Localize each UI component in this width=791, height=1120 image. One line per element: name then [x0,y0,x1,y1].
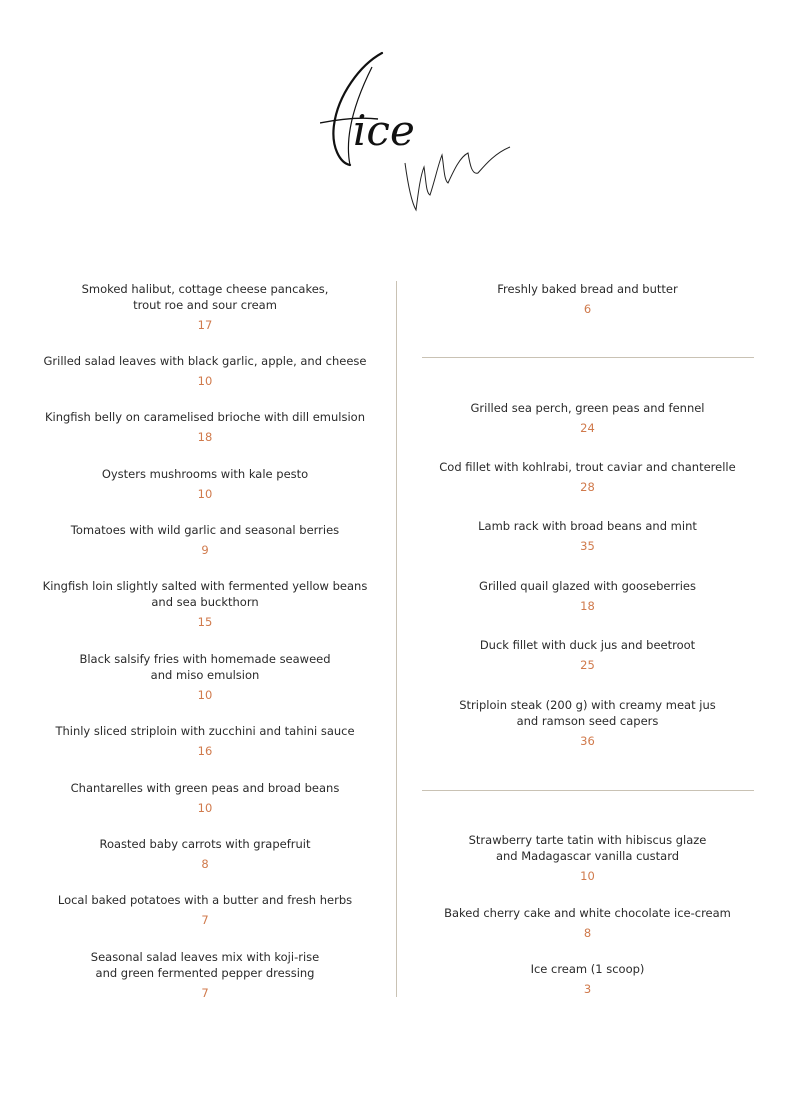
menu-item [20,780,390,816]
menu-item-price: 8 [201,857,209,871]
menu-item-price: 7 [201,986,209,1000]
menu-item [20,836,390,872]
menu-item-price: 8 [583,926,592,940]
section-divider-1 [422,357,754,358]
logo-wordmark: ice [353,106,415,155]
menu-item-name: Black salsify fries with homemade seaweed and miso emulsion [79,652,331,682]
menu-item-name: Local baked potatoes with a butter and fresh herbs [57,893,353,907]
menu-item [400,905,775,941]
menu-item [20,281,390,333]
logo-svg [320,45,520,220]
menu-item-name: Grilled sea perch, green peas and fennel [470,401,705,415]
menu-item-name: Strawberry tarte tatin with hibiscus glaze and Madagascar vanilla custard [468,833,707,863]
menu-item [20,578,390,630]
menu-item [400,518,775,554]
menu-item-name: Chantarelles with green peas and broad beans [70,781,340,795]
menu-item-price: 35 [580,539,595,553]
menu-item-price: 3 [583,982,592,996]
menu-item-price: 25 [580,658,595,672]
menu-item-price: 10 [580,869,595,883]
menu-item [20,892,390,928]
menu-item-name: Oysters mushrooms with kale pesto [101,467,309,481]
menu-item-price: 6 [583,302,592,316]
menu-item-price: 10 [197,487,213,501]
menu-item-name: Duck fillet with duck jus and beetroot [479,638,696,652]
menu-item-name: Kingfish loin slightly salted with fermented yellow beans and sea buckthorn [42,579,368,609]
menu-item [20,522,390,558]
menu-item-name: Ice cream (1 scoop) [530,962,645,976]
menu-item-name: Smoked halibut, cottage cheese pancakes, trout roe and sour cream [81,282,329,312]
menu-item-price: 28 [580,480,595,494]
menu-item-price: 10 [197,374,213,388]
menu-item [400,832,775,884]
menu-item [400,400,775,436]
menu-item [400,459,775,495]
menu-item-name: Grilled salad leaves with black garlic, apple, and cheese [43,354,367,368]
menu-item [20,409,390,445]
menu-item-name: Seasonal salad leaves mix with koji-rise and green fermented pepper dressing [90,950,320,980]
menu-item [20,466,390,502]
menu-item-price: 10 [197,801,213,815]
menu-item-name: Grilled quail glazed with gooseberries [479,579,696,593]
menu-item-name: Lamb rack with broad beans and mint [478,519,697,533]
menu-item [400,961,775,997]
menu-item-name: Baked cherry cake and white chocolate ice-cream [444,906,731,920]
menu-item-name: Tomatoes with wild garlic and seasonal berries [70,523,340,537]
ice-by-signature-logo [320,45,520,220]
menu-item-price: 15 [197,615,213,629]
menu-item-price: 7 [201,913,209,927]
menu-item [400,281,775,317]
menu-item-name: Kingfish belly on caramelised brioche with dill emulsion [44,410,365,424]
menu-item [20,949,390,1001]
menu-item-price: 17 [197,318,213,332]
menu-item-name: Roasted baby carrots with grapefruit [99,837,311,851]
menu-item [400,578,775,614]
column-divider [396,281,397,997]
menu-item [20,353,390,389]
menu-item-price: 24 [580,421,595,435]
menu-item-price: 10 [197,688,213,702]
menu-item [20,723,390,759]
menu-item-price: 36 [580,734,595,748]
menu-item [400,697,775,749]
menu-item-price: 18 [580,599,595,613]
menu-item [20,651,390,703]
menu-item [400,637,775,673]
menu-item-name: Cod fillet with kohlrabi, trout caviar and chanterelle [439,460,736,474]
menu-item-name: Striploin steak (200 g) with creamy meat jus and ramson seed capers [459,698,716,728]
menu-item-name: Thinly sliced striploin with zucchini and tahini sauce [55,724,355,738]
menu-item-price: 16 [197,744,213,758]
menu-item-name: Freshly baked bread and butter [497,282,678,296]
section-divider-2 [422,790,754,791]
menu-item-price: 9 [201,543,209,557]
menu-item-price: 18 [197,430,213,444]
